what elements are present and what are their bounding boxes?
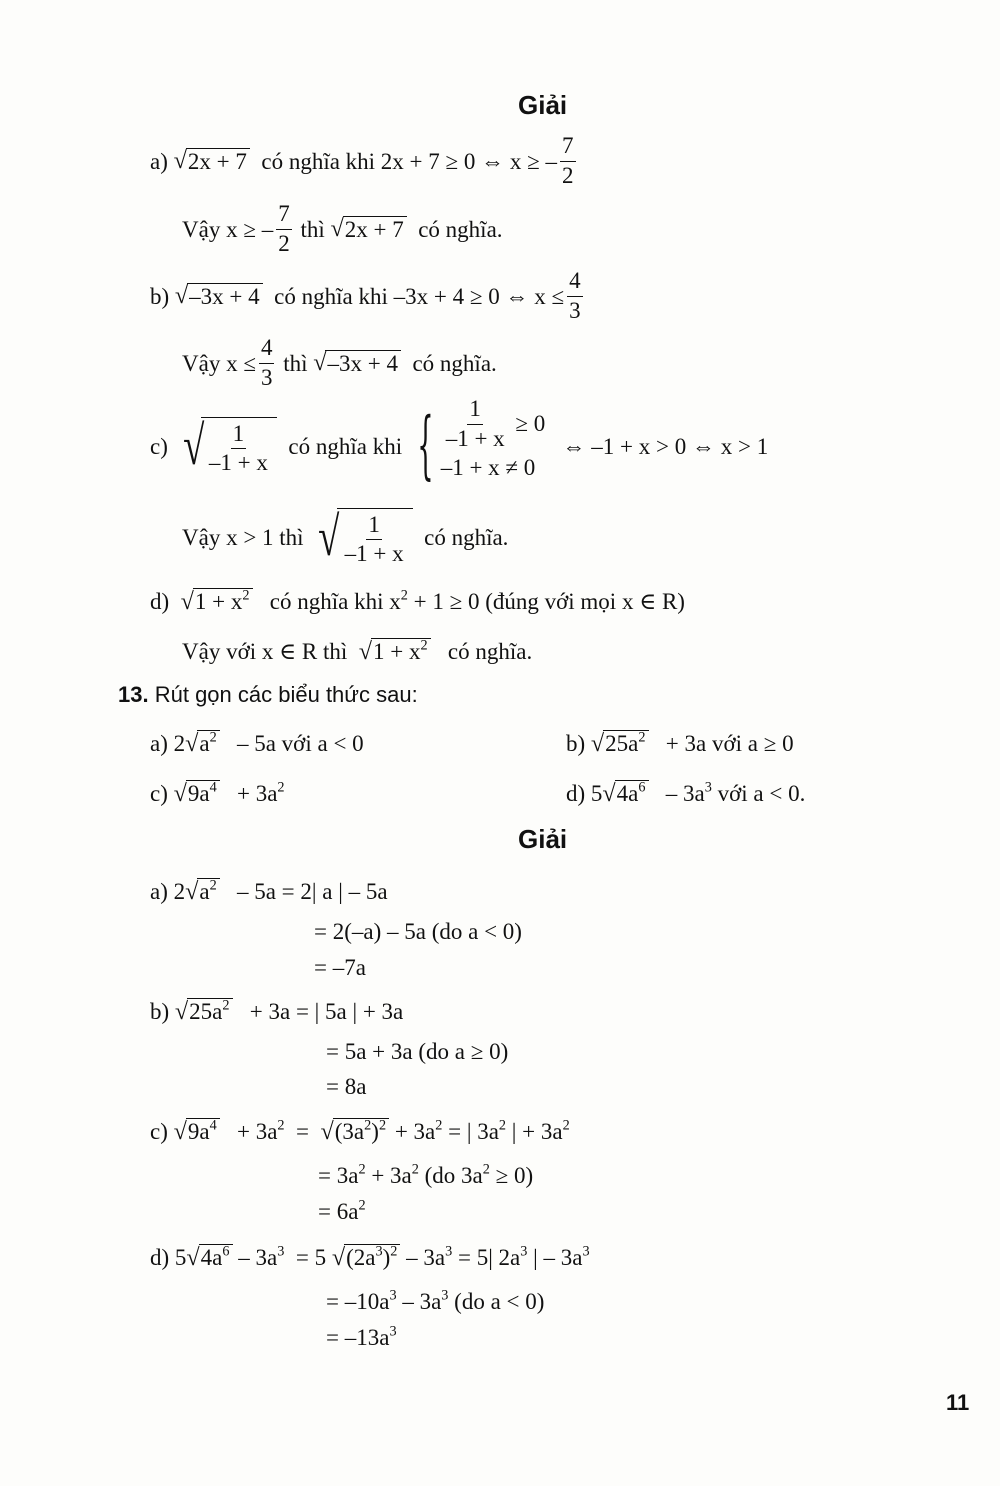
problem-13-d: d) $5√4a^6$ – $3a^3$ với a < 0. xyxy=(566,779,806,807)
solution-c-line-1: c) $√9a^4$ + $3a^2 = √(3a^2)^2 + 3a^2$ = | $3a^2$ | + $3a^2$ xyxy=(150,1117,570,1145)
solution-d-line-2: = $-10a^3 - 3a^3$ (do a < 0) xyxy=(326,1287,545,1314)
fraction: $\frac{7}{2}$ xyxy=(562,133,574,188)
part-b-radicand: –3x + 4 xyxy=(187,283,262,309)
sqrt-symbol: √ xyxy=(185,878,199,905)
solution-a-line-3: = –7a xyxy=(314,955,366,980)
problem-13-a: a) $2√a^2$ – 5a với a < 0 xyxy=(150,729,364,757)
part-b-conclusion: Vậy x ≤ $\frac{4}{3}$ thì √ –3x + 4 có nghĩa. xyxy=(182,335,497,390)
problem-13-c: c) $√9a^4$ + $3a^2$ xyxy=(150,779,285,807)
part-a-label: a) xyxy=(150,148,168,174)
solution-d-line-1: d) $5√4a^6 - 3a^3 = 5$ $√(2a^3)^2 - 3a^3 = 5|$ $2a^3$ | – $3a^3$ xyxy=(150,1243,590,1271)
sqrt-symbol: √ xyxy=(358,638,373,665)
part-a-radicand: 2x + 7 xyxy=(186,148,250,174)
part-c-label: c) xyxy=(150,433,168,459)
sqrt-symbol: √ xyxy=(182,415,204,477)
fraction: $\frac{1}{-1 + x}$ xyxy=(344,511,404,566)
solution-b-line-3: = 8a xyxy=(326,1074,367,1099)
sqrt-symbol: √ xyxy=(173,146,187,174)
sqrt-symbol: √ xyxy=(185,730,199,757)
part-a-line xyxy=(150,133,579,189)
fraction: $\frac{4}{3}$ xyxy=(569,268,581,323)
solution-heading: Giải xyxy=(518,824,568,854)
sqrt-symbol: √ xyxy=(320,1118,334,1145)
sqrt-symbol: √ xyxy=(174,998,189,1025)
problem-number: 13. xyxy=(118,682,149,707)
sqrt-symbol: √ xyxy=(318,506,340,568)
problem-13-title: 13. Rút gọn các biểu thức sau: xyxy=(118,682,418,707)
part-a-condition: có nghĩa khi 2x + 7 ≥ 0 ⇔ x ≥ – xyxy=(261,148,558,174)
sqrt-symbol: √ xyxy=(330,214,344,242)
part-c-line xyxy=(150,396,769,492)
sqrt-symbol: √ xyxy=(173,780,187,807)
solution-c-line-3: = $6a^2$ xyxy=(318,1197,366,1224)
part-a-conclusion: Vậy x ≥ – $\frac{7}{2}$ thì √ 2x + 7 có nghĩa. xyxy=(182,201,503,256)
sqrt-symbol: √ xyxy=(180,588,194,615)
fraction: $\frac{1}{-1 + x}$ xyxy=(208,420,268,475)
part-b-condition: có nghĩa khi –3x + 4 ≥ 0 ⇔ x ≤ xyxy=(274,283,565,309)
solution-b-line-1: b) $√25a^2$ + 3a = | 5a | + 3a xyxy=(150,997,404,1025)
sqrt-symbol: √ xyxy=(331,1244,346,1271)
part-d-conclusion: Vậy với x ∈ R thì $√1 + x^2$ có nghĩa. xyxy=(182,637,533,665)
condition-system: $\frac{1}{-1 + x}$ ≥ 0 –1 + x ≠ 0 xyxy=(440,396,546,481)
solution-a-line-1: a) $2√a^2$ – 5a = 2| a | – 5a xyxy=(150,877,388,905)
part-d-line: d) $√1 + x^2$ có nghĩa khi $x^2 + 1 \ge 0$ (đúng với mọi x ∈ R) xyxy=(150,587,685,615)
problem-13-b: b) $√25a^2$ + 3a với a ≥ 0 xyxy=(566,729,794,757)
solution-c-line-2: = $3a^2 + 3a^2$ (do $3a^2 \ge 0$) xyxy=(318,1161,534,1188)
part-b-line xyxy=(150,268,586,324)
fraction: $\frac{7}{2}$ xyxy=(278,201,290,256)
part-c-conclusion: Vậy x > 1 thì √ $\frac{1}{-1 + x}$ có nghĩa. xyxy=(182,506,509,568)
page-number: 11 xyxy=(946,1390,970,1415)
solution-b-line-2: = 5a + 3a (do a ≥ 0) xyxy=(326,1039,509,1064)
part-d-label: d) xyxy=(150,589,170,614)
part-c-result: ⇔ –1 + x > 0 ⇔ x > 1 xyxy=(562,433,769,459)
part-c-condition: có nghĩa khi xyxy=(288,433,403,459)
sqrt-symbol: √ xyxy=(186,1244,200,1271)
solution-d-line-3: = $-13a^3$ xyxy=(326,1323,397,1350)
solution-a-line-2: = 2(–a) – 5a (do a < 0) xyxy=(314,919,522,944)
left-brace: { xyxy=(417,403,434,489)
solution-heading: Giải xyxy=(518,90,568,120)
fraction: $\frac{1}{-1 + x}$ xyxy=(445,396,505,451)
sqrt-symbol: √ xyxy=(590,730,605,757)
sqrt-symbol: √ xyxy=(174,281,189,309)
sqrt-symbol: √ xyxy=(602,780,616,807)
fraction: $\frac{4}{3}$ xyxy=(260,335,273,390)
part-b-label: b) xyxy=(150,283,170,309)
sqrt-symbol: √ xyxy=(313,348,327,376)
sqrt-symbol: √ xyxy=(173,1118,187,1145)
